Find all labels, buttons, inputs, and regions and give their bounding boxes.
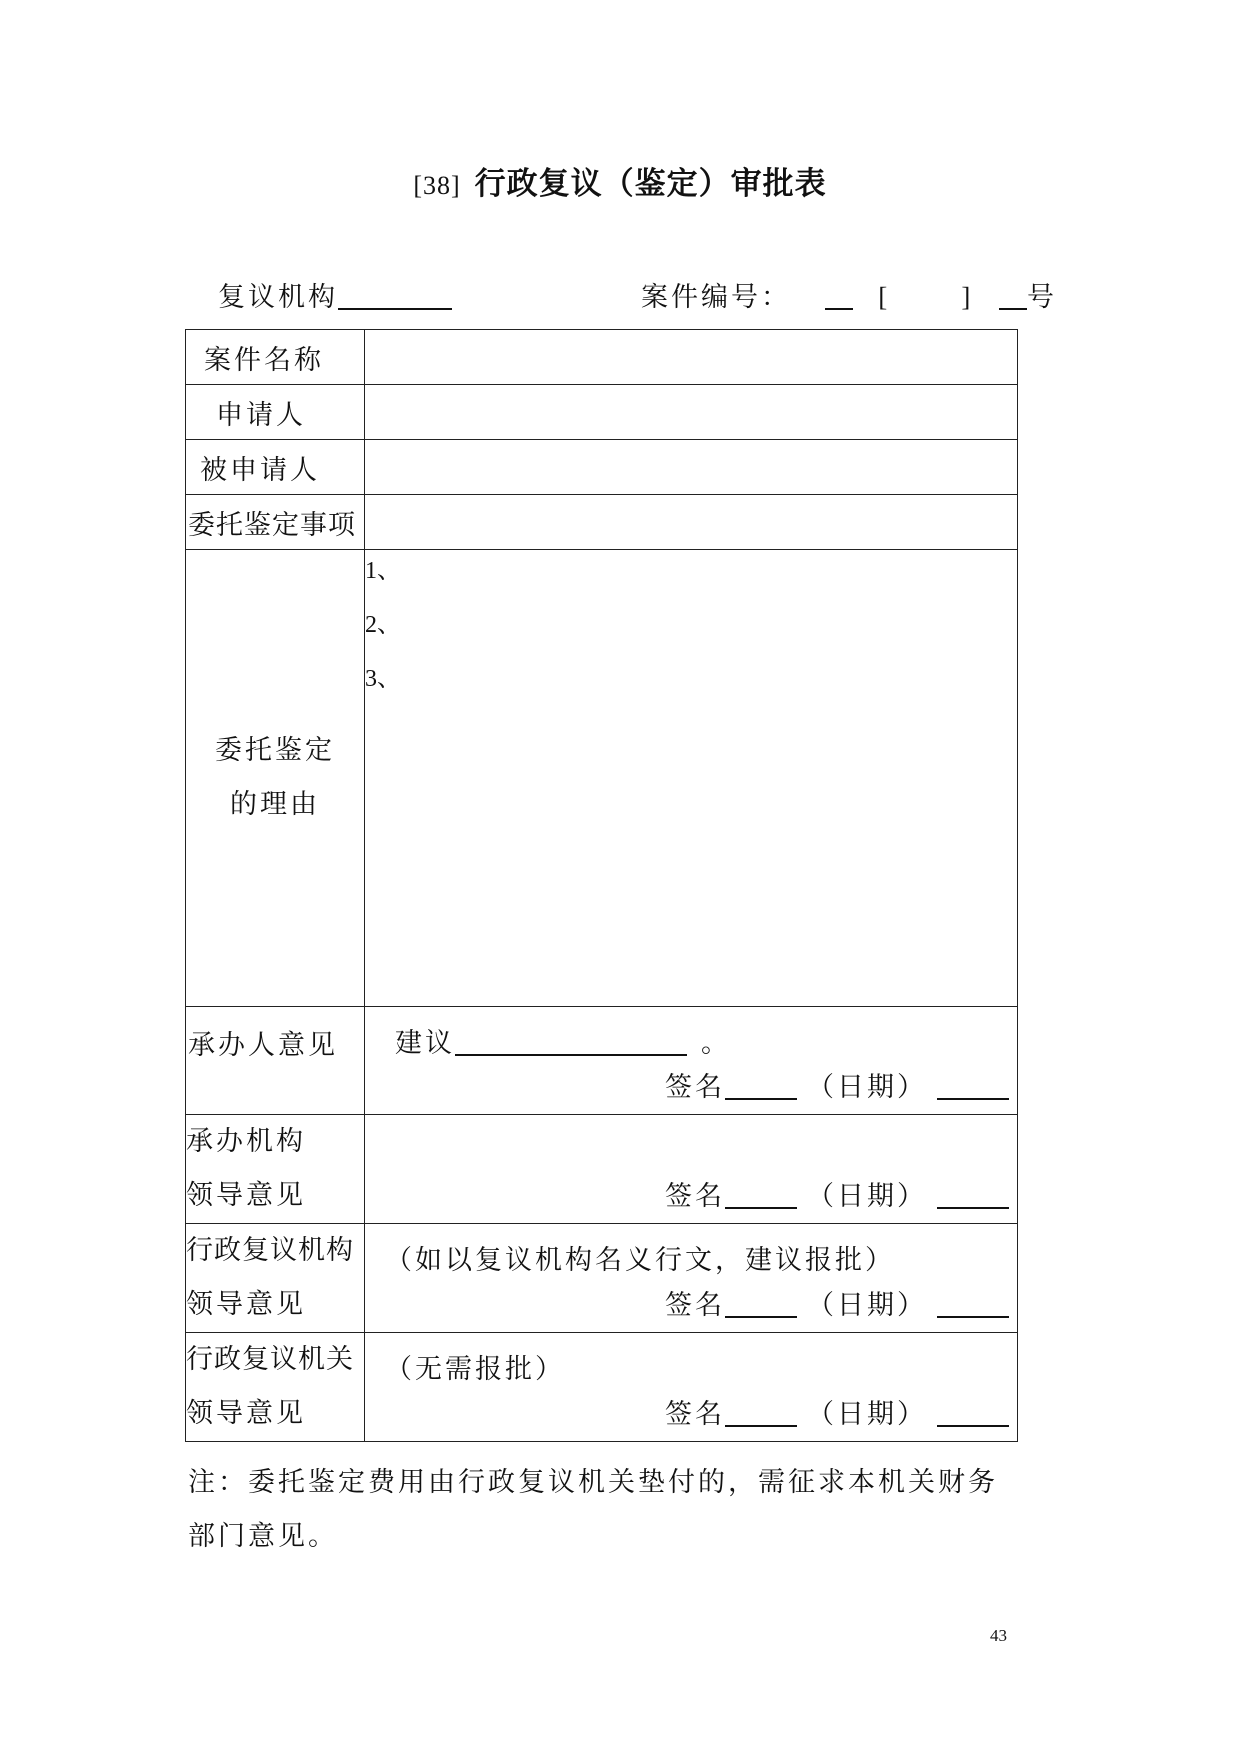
- date-label: （日期）: [807, 1181, 927, 1212]
- label-cell: [186, 495, 365, 550]
- reason-value[interactable]: [365, 550, 1018, 1007]
- dept-label-line1: 承办机构: [186, 1126, 306, 1157]
- agency-label-line1: 行政复议机构: [186, 1235, 354, 1266]
- reason-label-cell: [186, 550, 365, 1007]
- signature-line: [665, 1065, 1009, 1104]
- row-respondent: [186, 440, 1018, 495]
- label-cell: [186, 330, 365, 385]
- row-dept-opinion: [186, 1115, 1018, 1224]
- respondent-value[interactable]: [365, 440, 1018, 495]
- label-cell: [186, 1333, 365, 1442]
- date-blank[interactable]: [937, 1399, 1009, 1427]
- organ-label-line2: 领导意见: [186, 1398, 306, 1429]
- sign-label: 签名: [665, 1290, 725, 1321]
- agency-note: （如以复议机构名义行文，建议报批）: [385, 1245, 895, 1276]
- label-cell: [186, 1007, 365, 1115]
- applicant-label: 申请人: [216, 399, 306, 431]
- agency-label: 复议机构: [218, 282, 338, 313]
- applicant-value[interactable]: [365, 385, 1018, 440]
- form-number: [38]: [413, 171, 461, 200]
- agency-label-line2: 领导意见: [186, 1289, 306, 1320]
- label-cell: [186, 440, 365, 495]
- reason-item: 2、: [365, 612, 401, 638]
- approval-table: [185, 329, 1018, 1442]
- row-appraisal-matter: [186, 495, 1018, 550]
- page-title: [0, 158, 1240, 203]
- sign-label: 签名: [665, 1072, 725, 1103]
- row-reason: [186, 550, 1018, 1007]
- label-cell: [186, 385, 365, 440]
- agency-field: [218, 275, 452, 314]
- label-cell: [186, 1224, 365, 1333]
- suggestion-prefix: 建议: [395, 1028, 455, 1059]
- handler-label: 承办人意见: [188, 1030, 338, 1061]
- organ-note: （无需报批）: [385, 1354, 565, 1385]
- case-number-label: 案件编号：: [641, 282, 791, 313]
- case-number-field: [641, 275, 1057, 314]
- row-agency-opinion: [186, 1224, 1018, 1333]
- date-label: （日期）: [807, 1072, 927, 1103]
- row-case-name: [186, 330, 1018, 385]
- case-name-value[interactable]: [365, 330, 1018, 385]
- row-organ-opinion: [186, 1333, 1018, 1442]
- reason-item: 1、: [365, 558, 401, 584]
- date-blank[interactable]: [937, 1181, 1009, 1209]
- dept-label-line2: 领导意见: [186, 1180, 306, 1211]
- suggestion-blank[interactable]: [455, 1028, 687, 1056]
- date-blank[interactable]: [937, 1290, 1009, 1318]
- organ-opinion-value[interactable]: [365, 1333, 1018, 1442]
- sign-label: 签名: [665, 1181, 725, 1212]
- date-label: （日期）: [807, 1399, 927, 1430]
- appraisal-matter-value[interactable]: [365, 495, 1018, 550]
- sign-label: 签名: [665, 1399, 725, 1430]
- case-name-label: 案件名称: [204, 344, 324, 376]
- signature-line: [665, 1283, 1009, 1322]
- sign-blank[interactable]: [725, 1399, 797, 1427]
- page-number: 43: [990, 1626, 1007, 1645]
- bracket-open: [: [878, 282, 891, 312]
- dept-opinion-value[interactable]: [365, 1115, 1018, 1224]
- form-title: 行政复议（鉴定）审批表: [474, 166, 827, 202]
- reason-label-line2: 的理由: [230, 789, 320, 820]
- sign-blank[interactable]: [725, 1072, 797, 1100]
- row-applicant: [186, 385, 1018, 440]
- date-blank[interactable]: [937, 1072, 1009, 1100]
- footnote: 注：委托鉴定费用由行政复议机关垫付的，需征求本机关财务部门意见。: [188, 1467, 998, 1552]
- handler-opinion-value[interactable]: [365, 1007, 1018, 1115]
- case-number-suffix: 号: [1026, 282, 1057, 313]
- agency-opinion-value[interactable]: [365, 1224, 1018, 1333]
- case-seq-blank[interactable]: [999, 282, 1027, 310]
- sign-blank[interactable]: [725, 1290, 797, 1318]
- agency-blank[interactable]: [338, 282, 452, 310]
- case-year-blank[interactable]: [825, 282, 853, 310]
- handler-suggestion: [395, 1021, 731, 1060]
- date-label: （日期）: [807, 1290, 927, 1321]
- sign-blank[interactable]: [725, 1181, 797, 1209]
- respondent-label: 被申请人: [200, 454, 320, 486]
- reason-item: 3、: [365, 666, 401, 692]
- signature-line: [665, 1174, 1009, 1213]
- appraisal-matter-label: 委托鉴定事项: [188, 509, 356, 541]
- reason-label-line1: 委托鉴定: [215, 735, 335, 766]
- signature-line: [665, 1392, 1009, 1431]
- label-cell: [186, 1115, 365, 1224]
- row-handler-opinion: [186, 1007, 1018, 1115]
- suggestion-suffix: 。: [701, 1028, 731, 1059]
- organ-label-line1: 行政复议机关: [186, 1344, 354, 1375]
- bracket-close: ]: [961, 282, 974, 312]
